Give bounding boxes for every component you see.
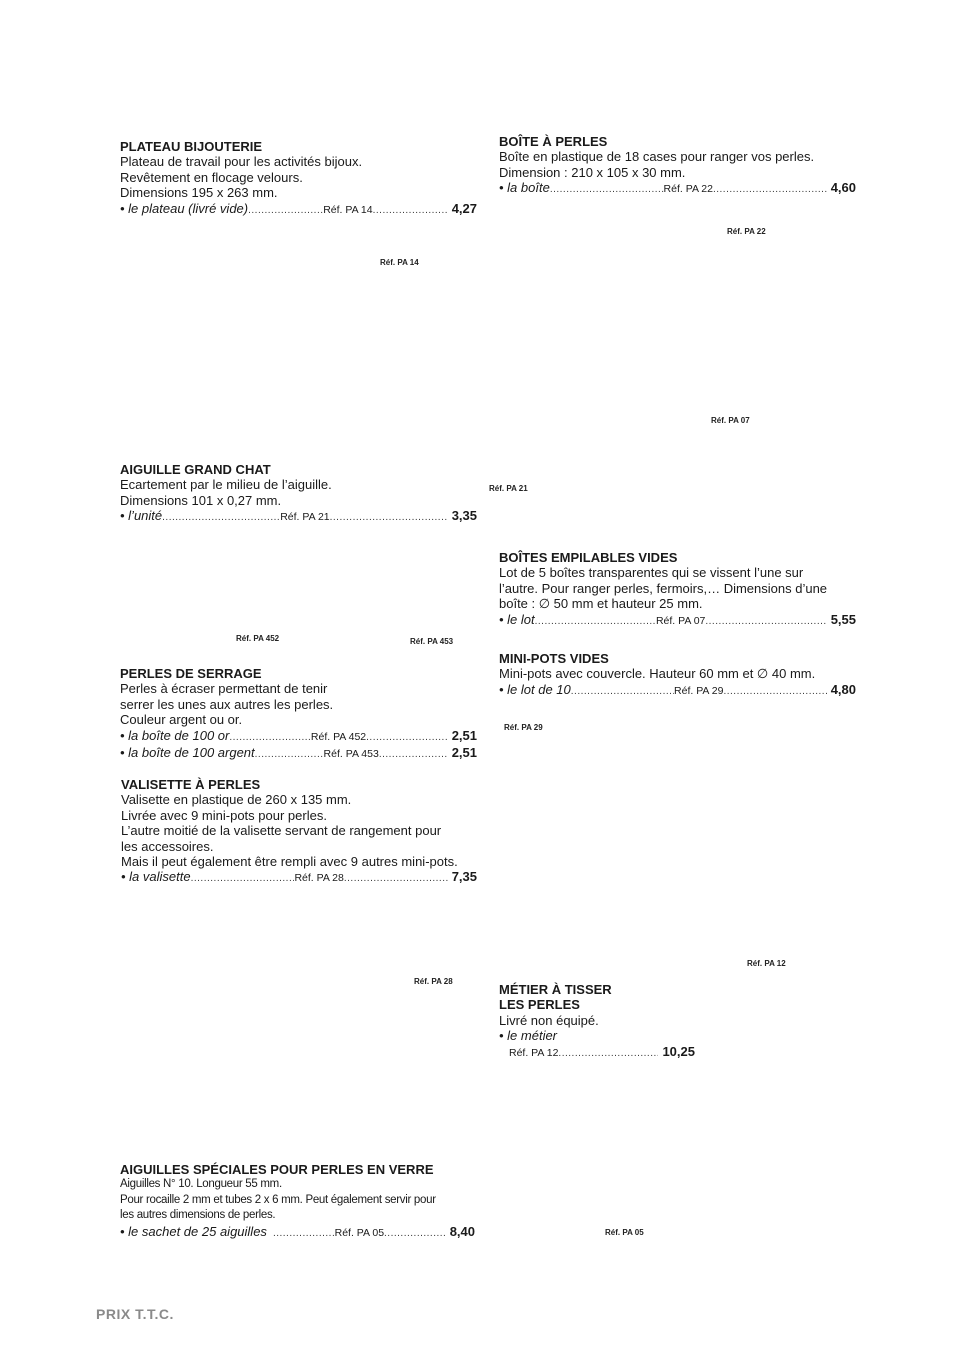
price: 2,51 xyxy=(451,745,478,761)
leader-dots xyxy=(330,510,448,525)
leader-dots xyxy=(705,614,826,629)
image-caption: Réf. PA 05 xyxy=(605,1228,644,1237)
reference: Réf. PA 07 xyxy=(655,614,706,627)
item-label: • l’unité xyxy=(120,508,163,524)
reference: Réf. PA 05 xyxy=(334,1226,385,1239)
image-caption: Réf. PA 453 xyxy=(410,637,454,646)
leader-dots xyxy=(558,1046,658,1061)
image-caption: Réf. PA 22 xyxy=(727,227,766,236)
leader-dots xyxy=(571,684,674,699)
item-label: • le plateau (livré vide) xyxy=(120,200,249,216)
product-title: MINI-POTS VIDES xyxy=(499,651,609,666)
product-description-line: Dimensions 195 x 263 mm. xyxy=(120,185,278,201)
price: 4,27 xyxy=(451,200,477,216)
image-caption: Réf. PA 21 xyxy=(489,484,528,493)
reference: Réf. PA 28 xyxy=(294,872,344,885)
item-label: • le sachet de 25 aiguilles xyxy=(120,1223,267,1239)
leader-dots xyxy=(229,730,311,745)
product-aiguille-grand-chat xyxy=(120,462,477,526)
product-plateau-bijouterie xyxy=(120,139,477,218)
leader-dots xyxy=(248,203,323,218)
product-description-line: Mais il peut également être rempli avec 9 autres mini-pots. xyxy=(121,854,458,870)
reference: Réf. PA 14 xyxy=(323,203,373,216)
image-caption: Réf. PA 29 xyxy=(504,723,543,732)
product-description-line: Ecartement par le milieu de l’aiguille. xyxy=(120,477,332,493)
price-line xyxy=(120,1224,475,1241)
reference: Réf. PA 21 xyxy=(280,511,330,524)
product-description-line: l’autre. Pour ranger perles, fermoirs,… Dimensions d’une xyxy=(499,580,828,596)
leader-dots xyxy=(550,182,664,197)
leader-dots xyxy=(366,730,448,745)
image-caption: Réf. PA 14 xyxy=(380,258,419,267)
image-caption: Réf. PA 07 xyxy=(711,416,750,425)
leader-dots xyxy=(535,614,656,629)
product-description-line: Valisette en plastique de 260 x 135 mm. xyxy=(121,792,352,808)
price: 8,40 xyxy=(449,1223,476,1239)
leader-dots xyxy=(255,747,324,762)
price: 10,25 xyxy=(662,1043,695,1059)
price-line xyxy=(121,869,477,886)
price-footer-note: PRIX T.T.C. xyxy=(96,1306,174,1322)
item-label: • la boîte de 100 or xyxy=(120,727,230,743)
price-line xyxy=(499,612,856,629)
product-boite-a-perles xyxy=(499,134,856,198)
reference: Réf. PA 12 xyxy=(509,1046,559,1059)
leader-dots xyxy=(379,747,448,762)
product-metier-a-tisser xyxy=(499,982,699,1061)
price: 5,55 xyxy=(830,611,857,627)
reference: Réf. PA 452 xyxy=(310,730,367,743)
leader-dots xyxy=(713,182,827,197)
product-description-line: Couleur argent ou or. xyxy=(120,712,243,728)
product-description-line: Lot de 5 boîtes transparentes qui se vissent l’une sur xyxy=(499,565,804,581)
reference: Réf. PA 22 xyxy=(663,183,713,196)
product-description-line: Dimension : 210 x 105 x 30 mm. xyxy=(499,164,686,180)
product-aiguilles-speciales xyxy=(120,1162,475,1241)
item-label: • la boîte de 100 argent xyxy=(120,745,255,761)
product-title: LES PERLES xyxy=(499,997,580,1013)
leader-dots xyxy=(384,1226,446,1241)
product-title: BOÎTE À PERLES xyxy=(499,134,608,149)
product-description-line: Revêtement en flocage velours. xyxy=(120,169,303,185)
product-description-line: L’autre moitié de la valisette servant de rangement pour xyxy=(121,823,442,839)
item-label: • la boîte xyxy=(499,180,550,196)
image-caption: Réf. PA 12 xyxy=(747,959,786,968)
product-description-line: Aiguilles N° 10. Longueur 55 mm. xyxy=(120,1178,282,1191)
price: 4,60 xyxy=(830,180,857,196)
product-title: PLATEAU BIJOUTERIE xyxy=(120,139,263,154)
price-line xyxy=(499,682,856,699)
product-title: MÉTIER À TISSER xyxy=(499,982,612,997)
product-title: AIGUILLE GRAND CHAT xyxy=(120,462,271,477)
product-description-line: Mini-pots avec couvercle. Hauteur 60 mm et ∅ 40 mm. xyxy=(499,666,816,682)
product-mini-pots xyxy=(499,651,856,699)
product-description-line: serrer les unes aux autres les perles. xyxy=(120,696,334,712)
product-description-line: boîte : ∅ 50 mm et hauteur 25 mm. xyxy=(499,596,703,612)
product-description-line: Livrée avec 9 mini-pots pour perles. xyxy=(121,807,327,823)
price: 7,35 xyxy=(451,869,478,885)
product-description-line: les autres dimensions de perles. xyxy=(120,1209,276,1222)
product-title: BOÎTES EMPILABLES VIDES xyxy=(499,550,678,565)
item-label: • le lot de 10 xyxy=(499,681,571,697)
product-title: PERLES DE SERRAGE xyxy=(120,666,262,681)
product-title: VALISETTE À PERLES xyxy=(121,777,261,792)
image-caption: Réf. PA 452 xyxy=(236,634,280,643)
product-description-line: Perles à écraser permettant de tenir xyxy=(120,681,328,697)
price-line xyxy=(120,728,477,745)
leader-dots xyxy=(344,871,448,886)
product-title: AIGUILLES SPÉCIALES POUR PERLES EN VERRE xyxy=(120,1162,434,1177)
leader-dots xyxy=(723,684,826,699)
price-line xyxy=(499,1044,695,1061)
product-description-line: Livré non équipé. xyxy=(499,1012,599,1028)
price: 4,80 xyxy=(830,681,857,697)
reference: Réf. PA 453 xyxy=(323,748,379,761)
item-label: • la valisette xyxy=(121,869,191,885)
reference: Réf. PA 29 xyxy=(674,684,724,697)
price-line xyxy=(120,508,477,525)
product-description-line: Plateau de travail pour les activités bijoux. xyxy=(120,154,363,170)
price: 3,35 xyxy=(451,508,477,524)
item-label: • le lot xyxy=(499,611,535,627)
price: 2,51 xyxy=(451,727,477,743)
price-line xyxy=(499,180,856,197)
item-label: • le métier xyxy=(499,1028,558,1044)
product-description-line: Boîte en plastique de 18 cases pour ranger vos perles. xyxy=(499,149,815,165)
price-line xyxy=(120,201,477,218)
product-valisette xyxy=(121,777,477,887)
price-line xyxy=(120,745,477,762)
leader-dots xyxy=(191,871,295,886)
product-perles-de-serrage xyxy=(120,666,477,762)
leader-dots xyxy=(373,203,448,218)
product-description-line: Pour rocaille 2 mm et tubes 2 x 6 mm. Peut également servir pour xyxy=(120,1193,436,1206)
product-boites-empilables xyxy=(499,550,856,629)
image-caption: Réf. PA 28 xyxy=(414,977,453,986)
product-description-line: les accessoires. xyxy=(121,838,214,854)
product-description-line: Dimensions 101 x 0,27 mm. xyxy=(120,492,282,508)
leader-dots xyxy=(273,1226,335,1241)
leader-dots xyxy=(162,510,280,525)
